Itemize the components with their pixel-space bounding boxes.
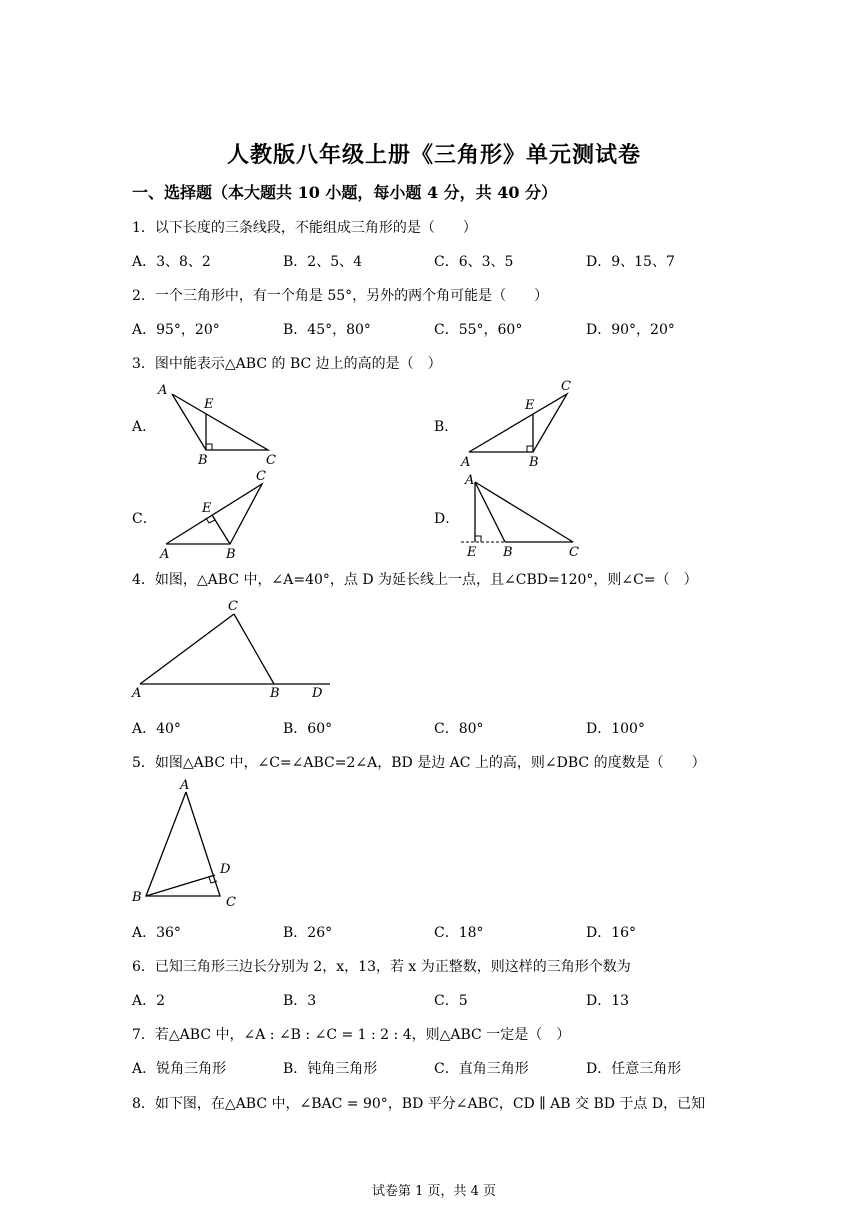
svg-text:E: E (204, 397, 214, 412)
q2-option-b: B．45°，80° (283, 322, 371, 338)
question-4-stem: 4．如图，△ABC 中，∠A=40°，点 D 为延长线上一点，且∠CBD=120°，则∠C=（ ） (132, 572, 698, 588)
q1-option-b: B．2、5、4 (283, 254, 363, 270)
question-1-stem: 1．以下长度的三条线段，不能组成三角形的是（ ） (132, 220, 477, 236)
q3-figure-c (152, 466, 277, 562)
svg-text:D: D (220, 862, 231, 877)
svg-text:E: E (525, 398, 535, 413)
svg-text:C: C (561, 379, 571, 394)
q3-option-c: C． (132, 511, 157, 527)
q4-option-a: A．40° (132, 721, 181, 737)
q6-option-b: B．3 (283, 993, 317, 1009)
svg-text:E: E (202, 501, 212, 516)
q3-option-d: D． (434, 511, 460, 527)
svg-text:A: A (461, 455, 471, 470)
q2-option-c: C．55°，60° (434, 322, 523, 338)
svg-text:C: C (226, 895, 236, 910)
q6-option-c: C．5 (434, 993, 468, 1009)
svg-text:C: C (228, 599, 238, 614)
q1-option-d: D．9、15、7 (586, 254, 675, 270)
svg-text:A: A (180, 778, 190, 793)
section-heading: 一、选择题（本大题共 10 小题，每小题 4 分，共 40 分） (132, 183, 558, 202)
question-7-stem: 7．若△ABC 中，∠A : ∠B : ∠C = 1 : 2 : 4，则△ABC 一定是（ ） (132, 1027, 571, 1043)
q4-option-b: B．60° (283, 721, 333, 737)
q7-option-b: B．钝角三角形 (283, 1061, 378, 1077)
svg-text:B: B (198, 453, 208, 468)
svg-text:A: A (132, 686, 142, 700)
q4-figure (128, 596, 338, 700)
q7-option-d: D．任意三角形 (586, 1061, 682, 1077)
q6-option-a: A．2 (132, 993, 166, 1009)
svg-text:E: E (467, 545, 477, 560)
q3-figure-d (455, 470, 595, 562)
q5-option-a: A．36° (132, 925, 181, 941)
q4-option-c: C．80° (434, 721, 484, 737)
q5-figure (128, 776, 248, 912)
svg-text:B: B (270, 686, 280, 700)
q4-option-d: D．100° (586, 721, 645, 737)
svg-text:B: B (529, 455, 539, 470)
question-2-stem: 2．一个三角形中，有一个角是 55°，另外的两个角可能是（ ） (132, 288, 549, 304)
question-6-stem: 6．已知三角形三边长分别为 2，x，13，若 x 为正整数，则这样的三角形个数为 (132, 959, 631, 975)
q3-option-a: A． (132, 419, 157, 435)
svg-text:A: A (160, 547, 170, 562)
q5-option-b: B．26° (283, 925, 333, 941)
q1-option-c: C．6、3、5 (434, 254, 514, 270)
page-footer: 试卷第 1 页，共 4 页 (371, 1184, 497, 1199)
q2-option-a: A．95°，20° (132, 322, 220, 338)
svg-text:C: C (256, 469, 266, 484)
q2-option-d: D．90°，20° (586, 322, 675, 338)
q5-option-d: D．16° (586, 925, 637, 941)
q7-option-a: A．锐角三角形 (132, 1061, 227, 1077)
q6-option-d: D．13 (586, 993, 630, 1009)
svg-text:C: C (569, 545, 579, 560)
question-5-stem: 5．如图△ABC 中，∠C=∠ABC=2∠A，BD 是边 AC 上的高，则∠DBC 的度数是（ ） (132, 755, 706, 771)
svg-text:A: A (158, 383, 168, 398)
question-8-stem: 8．如下图，在△ABC 中，∠BAC = 90°，BD 平分∠ABC，CD ∥ AB 交 BD 于点 D，已知 (132, 1096, 706, 1112)
q3-option-b: B． (434, 419, 459, 435)
q1-option-a: A．3、8、2 (132, 254, 211, 270)
page-title: 人教版八年级上册《三角形》单元测试卷 (226, 142, 641, 168)
q3-figure-b (455, 378, 590, 470)
q7-option-c: C．直角三角形 (434, 1061, 529, 1077)
svg-text:D: D (312, 686, 323, 700)
q3-figure-a (150, 378, 290, 470)
svg-text:A: A (465, 473, 475, 488)
svg-text:B: B (132, 890, 142, 905)
question-3-stem: 3．图中能表示△ABC 的 BC 边上的高的是（ ） (132, 356, 442, 372)
svg-text:B: B (226, 547, 236, 562)
svg-text:C: C (266, 453, 276, 468)
svg-text:B: B (503, 545, 513, 560)
q5-option-c: C．18° (434, 925, 484, 941)
